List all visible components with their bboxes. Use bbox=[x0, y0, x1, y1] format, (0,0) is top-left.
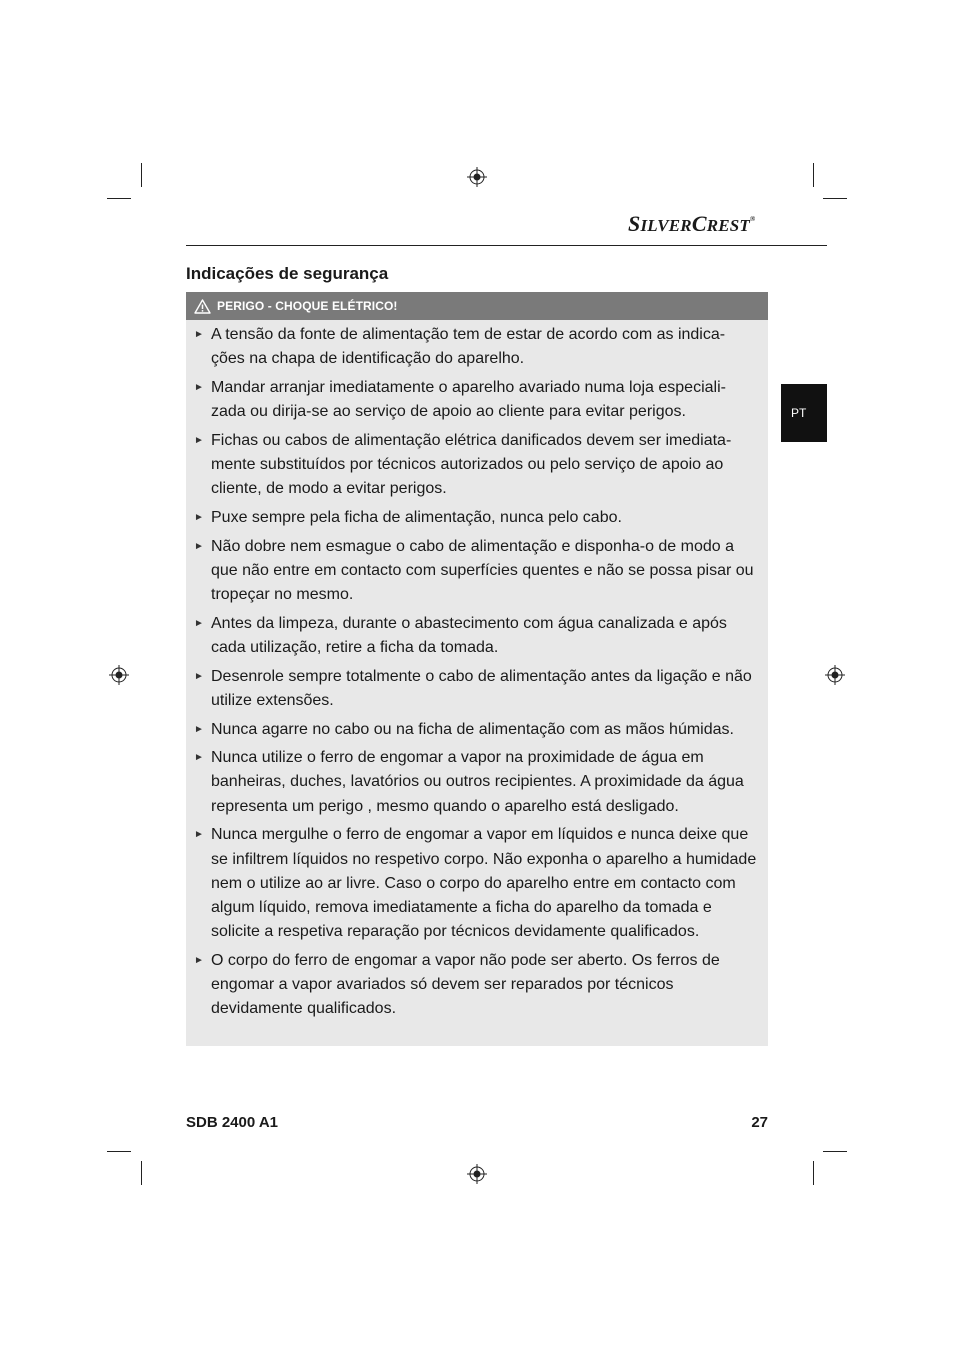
bullet-arrow-icon: ► bbox=[194, 723, 204, 735]
list-item-text: Desenrole sempre totalmente o cabo de alimentação antes da ligação e não utilize extensões. bbox=[211, 667, 752, 709]
warning-triangle-icon bbox=[194, 299, 211, 314]
bullet-arrow-icon: ► bbox=[194, 954, 204, 966]
bullet-arrow-icon: ► bbox=[194, 434, 204, 446]
list-item bbox=[192, 823, 760, 944]
crop-mark bbox=[107, 198, 131, 199]
warning-list bbox=[186, 320, 768, 1021]
bullet-arrow-icon: ► bbox=[194, 617, 204, 629]
brand-logo: SILVERCREST® bbox=[628, 211, 756, 236]
crop-mark bbox=[813, 1161, 814, 1185]
list-item-text: Não dobre nem esmague o cabo de alimentação e disponha-o de modo a que não entre em contacto com superfícies quentes e não se possa pisar ou tropeçar no mesmo. bbox=[211, 537, 754, 604]
registration-mark-icon bbox=[825, 665, 845, 685]
list-item bbox=[192, 376, 760, 424]
list-item-text: Nunca agarre no cabo ou na ficha de alimentação com as mãos húmidas. bbox=[211, 720, 734, 738]
list-item-text: O corpo do ferro de engomar a vapor não pode ser aberto. Os ferros de engomar a vapor avariados só devem ser reparados por técnicos devidamente qualificados. bbox=[211, 951, 720, 1018]
footer-model: SDB 2400 A1 bbox=[186, 1114, 278, 1131]
crop-mark bbox=[107, 1151, 131, 1152]
bullet-arrow-icon: ► bbox=[194, 752, 204, 764]
registration-mark-icon bbox=[467, 1164, 487, 1184]
bullet-arrow-icon: ► bbox=[194, 329, 204, 340]
list-item bbox=[192, 612, 760, 660]
warning-header bbox=[186, 292, 768, 320]
list-item-text: Fichas ou cabos de alimentação elétrica danificados devem ser imediata- mente substituídos por técnicos autorizados ou pelo serviço de apoio ao cliente, de modo a evitar perigos. bbox=[211, 431, 732, 498]
warning-label: PERIGO - CHOQUE ELÉTRICO! bbox=[217, 299, 398, 313]
list-item bbox=[192, 323, 760, 371]
list-item-text: Puxe sempre pela ficha de alimentação, nunca pelo cabo. bbox=[211, 508, 622, 526]
bullet-arrow-icon: ► bbox=[194, 381, 204, 393]
page-number: 27 bbox=[751, 1114, 768, 1131]
list-item bbox=[192, 535, 760, 608]
warning-box bbox=[186, 292, 768, 1046]
list-item bbox=[192, 665, 760, 713]
list-item bbox=[192, 429, 760, 502]
header-rule bbox=[186, 245, 827, 246]
language-tab: PT bbox=[781, 384, 827, 442]
bullet-arrow-icon: ► bbox=[194, 670, 204, 682]
bullet-arrow-icon: ► bbox=[194, 511, 204, 523]
list-item-text: A tensão da fonte de alimentação tem de estar de acordo com as indica- ções na chapa de identificação do aparelho. bbox=[211, 326, 726, 368]
list-item-text: Nunca mergulhe o ferro de engomar a vapor em líquidos e nunca deixe que se infiltrem líquidos no respetivo corpo. Não exponha o aparelho a humidade nem o utilize ao ar livre. Caso o corpo do aparelho entre em contacto com algum líquido, remova imediatamente a ficha do aparelho da tomada e solicite a respetiva reparação por técnicos devidamente qualificados. bbox=[211, 826, 757, 941]
list-item bbox=[192, 746, 760, 819]
bullet-arrow-icon: ► bbox=[194, 540, 204, 552]
crop-mark bbox=[823, 1151, 847, 1152]
crop-mark bbox=[823, 198, 847, 199]
list-item-text: Nunca utilize o ferro de engomar a vapor na proximidade de água em banheiras, duches, lavatórios ou outros recipientes. A proximidade da água representa um perigo , mesmo quando o aparelho está desligado. bbox=[211, 749, 744, 815]
bullet-arrow-icon: ► bbox=[194, 829, 204, 841]
crop-mark bbox=[141, 163, 142, 187]
section-title: Indicações de segurança bbox=[186, 264, 389, 283]
list-item-text: Mandar arranjar imediatamente o aparelho avariado numa loja especiali- zada ou dirija-se ao serviço de apoio ao cliente para evitar perigos. bbox=[211, 378, 726, 421]
registration-mark-icon bbox=[467, 167, 487, 187]
list-item bbox=[192, 949, 760, 1022]
crop-mark bbox=[813, 163, 814, 187]
crop-mark bbox=[141, 1161, 142, 1185]
list-item bbox=[192, 506, 760, 530]
list-item-text: Antes da limpeza, durante o abastecimento com água canalizada e após cada utilização, retire a ficha da tomada. bbox=[211, 614, 727, 656]
list-item bbox=[192, 718, 760, 742]
registration-mark-icon bbox=[109, 665, 129, 685]
